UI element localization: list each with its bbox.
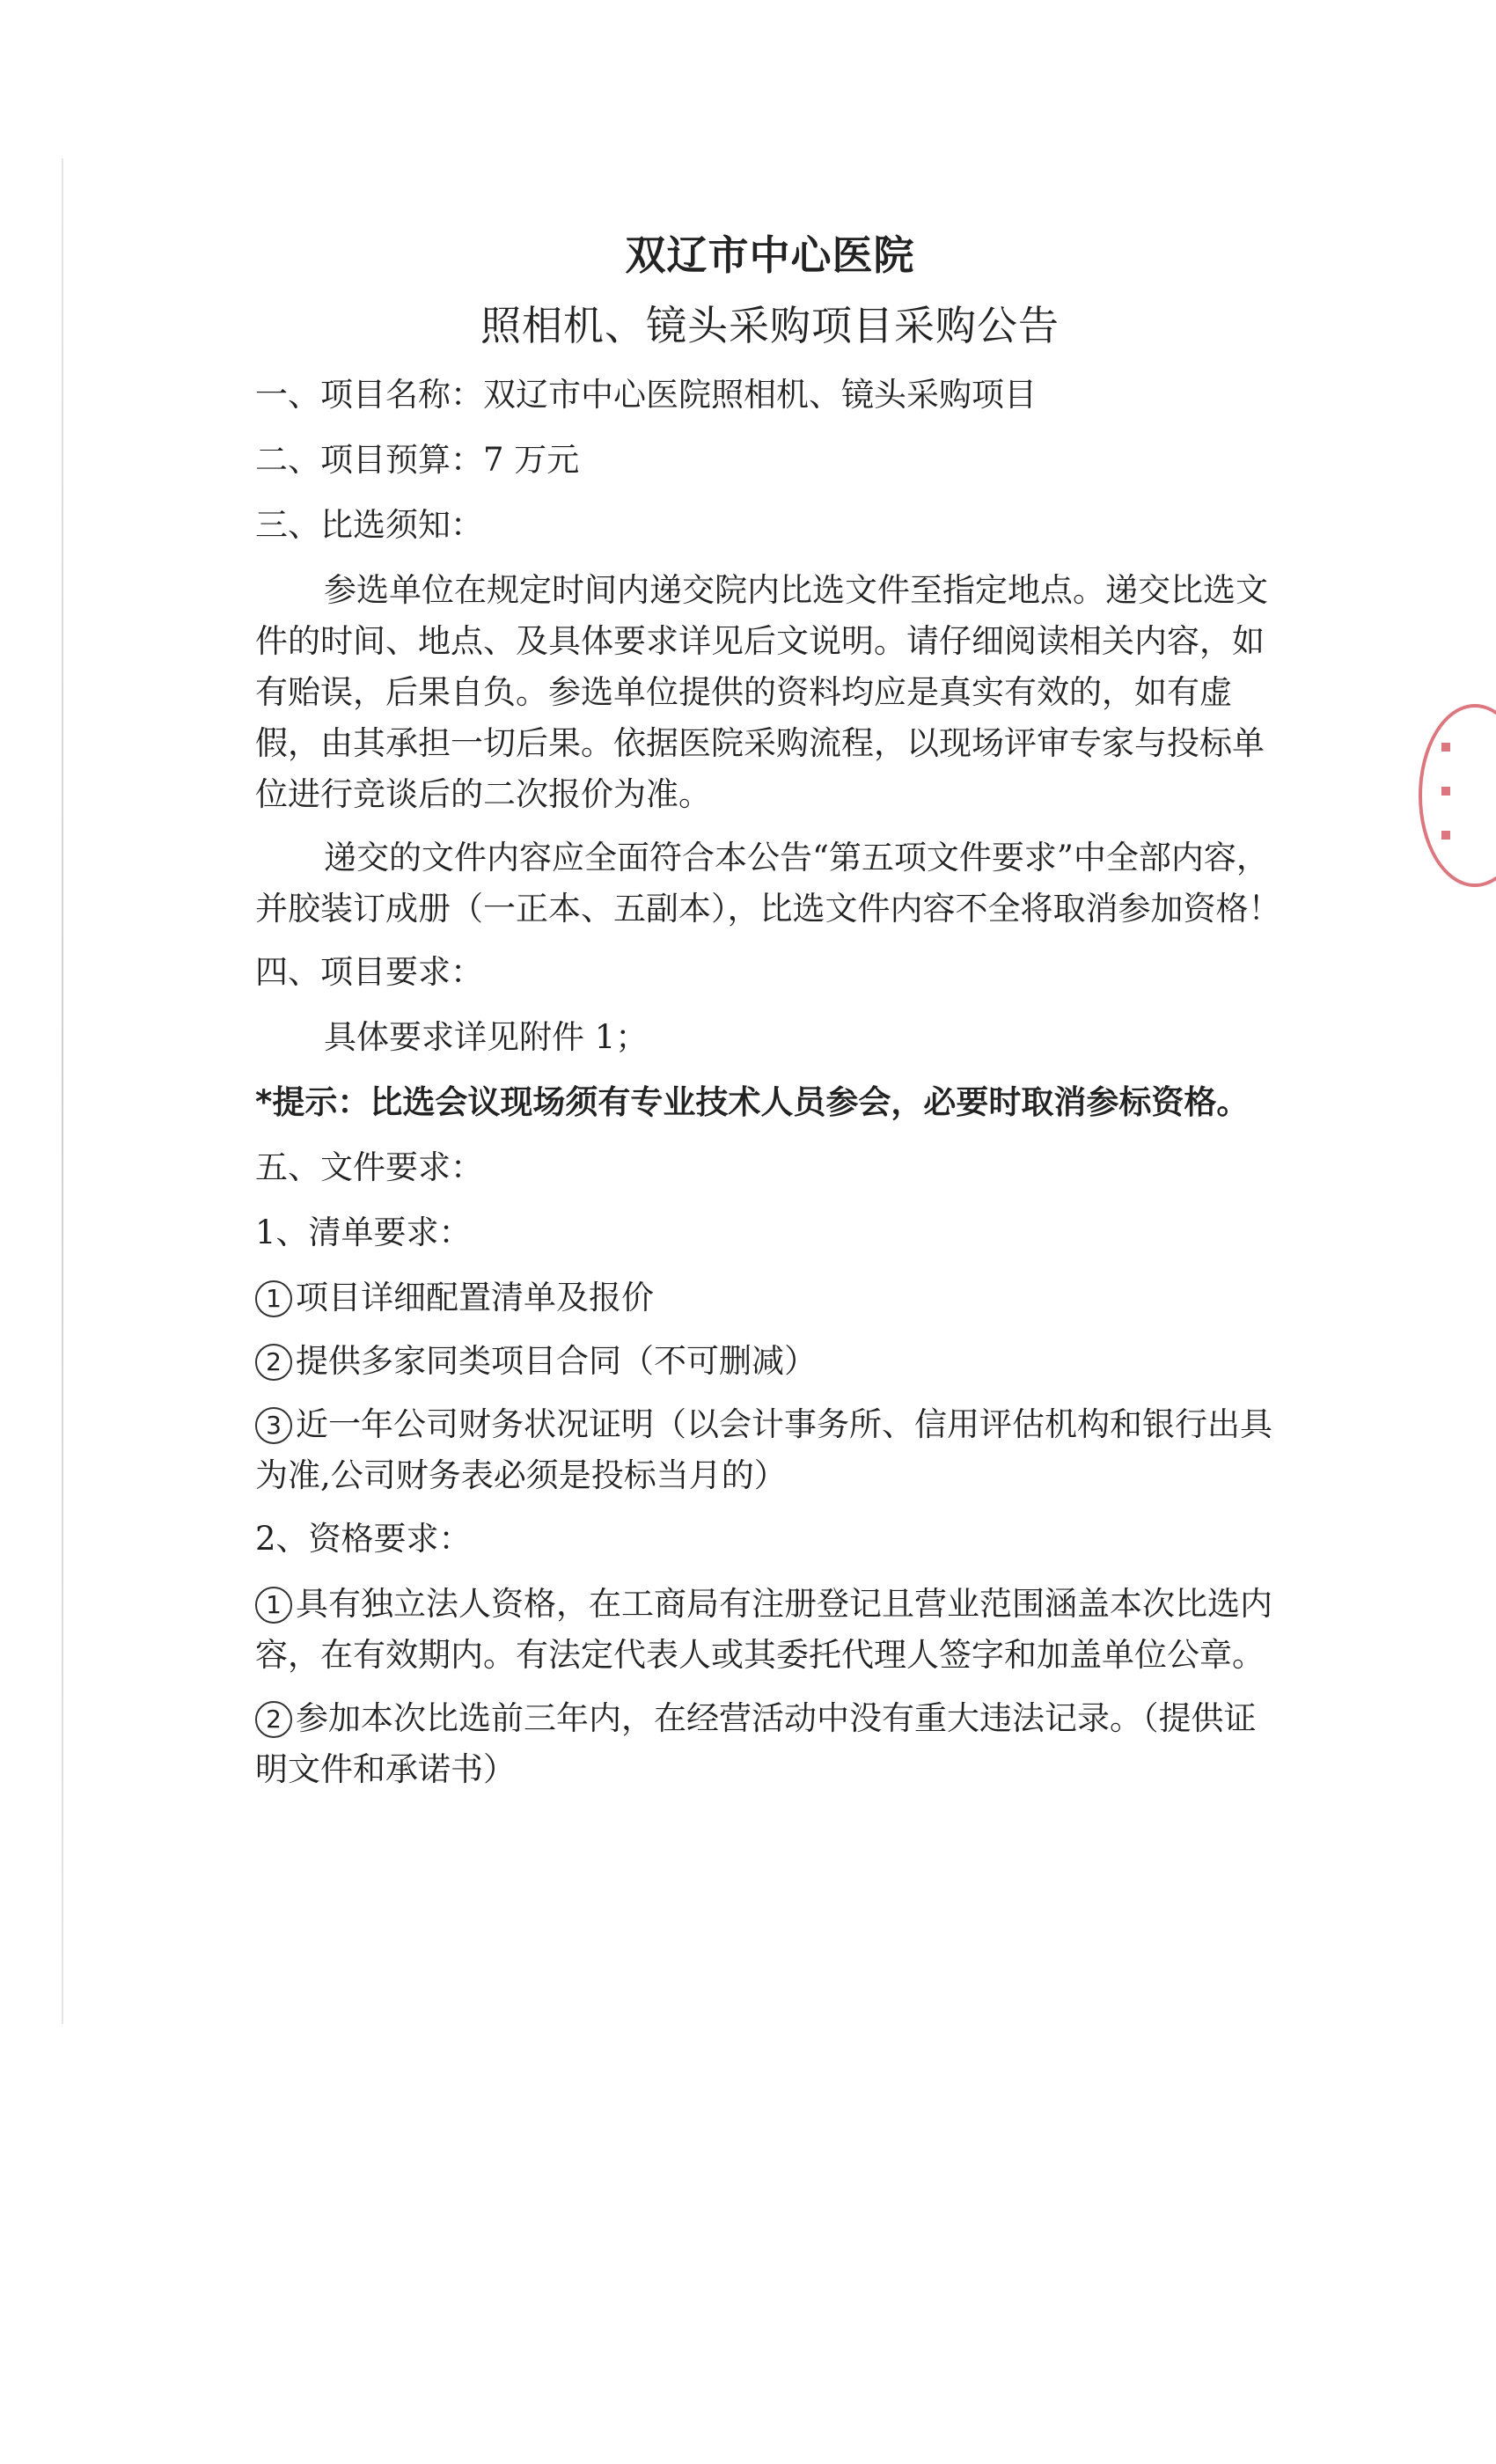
list-item-text: 提供多家同类项目合同（不可删减） (296, 1342, 817, 1380)
requirements-detail: 具体要求详见附件 1； (324, 1018, 649, 1056)
circled-number: 2 (255, 1344, 292, 1381)
page-edge-shadow (62, 158, 63, 2024)
project-name-line: 一、项目名称：双辽市中心医院照相机、镜头采购项目 (255, 376, 1037, 414)
announcement-document (255, 220, 1285, 1808)
circled-number: 3 (255, 1407, 292, 1444)
list-item (255, 1693, 1285, 1795)
list-item-text: 近一年公司财务状况证明（以会计事务所、信用评估机构和银行出具为准,公司财务表必须是投标当月的） (255, 1405, 1272, 1494)
notice-heading: 三、比选须知： (255, 506, 483, 544)
requirements-heading: 四、项目要求： (255, 953, 483, 991)
project-budget-line: 二、项目预算：7 万元 (255, 441, 580, 479)
notice-paragraph-1: 参选单位在规定时间内递交院内比选文件至指定地点。递交比选文件的时间、地点、及具体要求详见后文说明。请仔细阅读相关内容，如有贻误，后果自负。参选单位提供的资料均应是真实有效的，如有虚假，由其承担一切后果。依据医院采购流程，以现场评审专家与投标单位进行竞谈后的二次报价为准。 (255, 571, 1268, 813)
list-item (255, 1579, 1285, 1681)
list-item-text: 项目详细配置清单及报价 (296, 1279, 654, 1316)
list-requirements-heading: 1、清单要求： (255, 1214, 472, 1251)
tip-note: *提示：比选会议现场须有专业技术人员参会，必要时取消参标资格。 (255, 1083, 1250, 1121)
circled-number: 1 (255, 1587, 292, 1624)
seal-mark (1441, 787, 1450, 796)
list-item (255, 1272, 1285, 1324)
list-item (255, 1336, 1285, 1387)
seal-mark (1441, 831, 1450, 840)
list-item (255, 1399, 1285, 1501)
qualification-heading: 2、资格要求： (255, 1520, 472, 1558)
list-item-text: 具有独立法人资格，在工商局有注册登记且营业范围涵盖本次比选内容，在有效期内。有法定代表人或其委托代理人签字和加盖单位公章。 (255, 1585, 1272, 1674)
list-item-text: 参加本次比选前三年内，在经营活动中没有重大违法记录。（提供证明文件和承诺书） (255, 1699, 1257, 1788)
document-title: 双辽市中心医院 (625, 231, 915, 279)
circled-number: 1 (255, 1280, 292, 1317)
circled-number: 2 (255, 1701, 292, 1738)
seal-mark (1441, 743, 1450, 752)
red-seal-stamp (1419, 704, 1496, 887)
notice-paragraph-2: 递交的文件内容应全面符合本公告“第五项文件要求”中全部内容，并胶装订成册（一正本、五副本），比选文件内容不全将取消参加资格！ (255, 839, 1281, 928)
document-subtitle: 照相机、镜头采购项目采购公告 (480, 302, 1060, 349)
document-requirements-heading: 五、文件要求： (255, 1148, 483, 1186)
